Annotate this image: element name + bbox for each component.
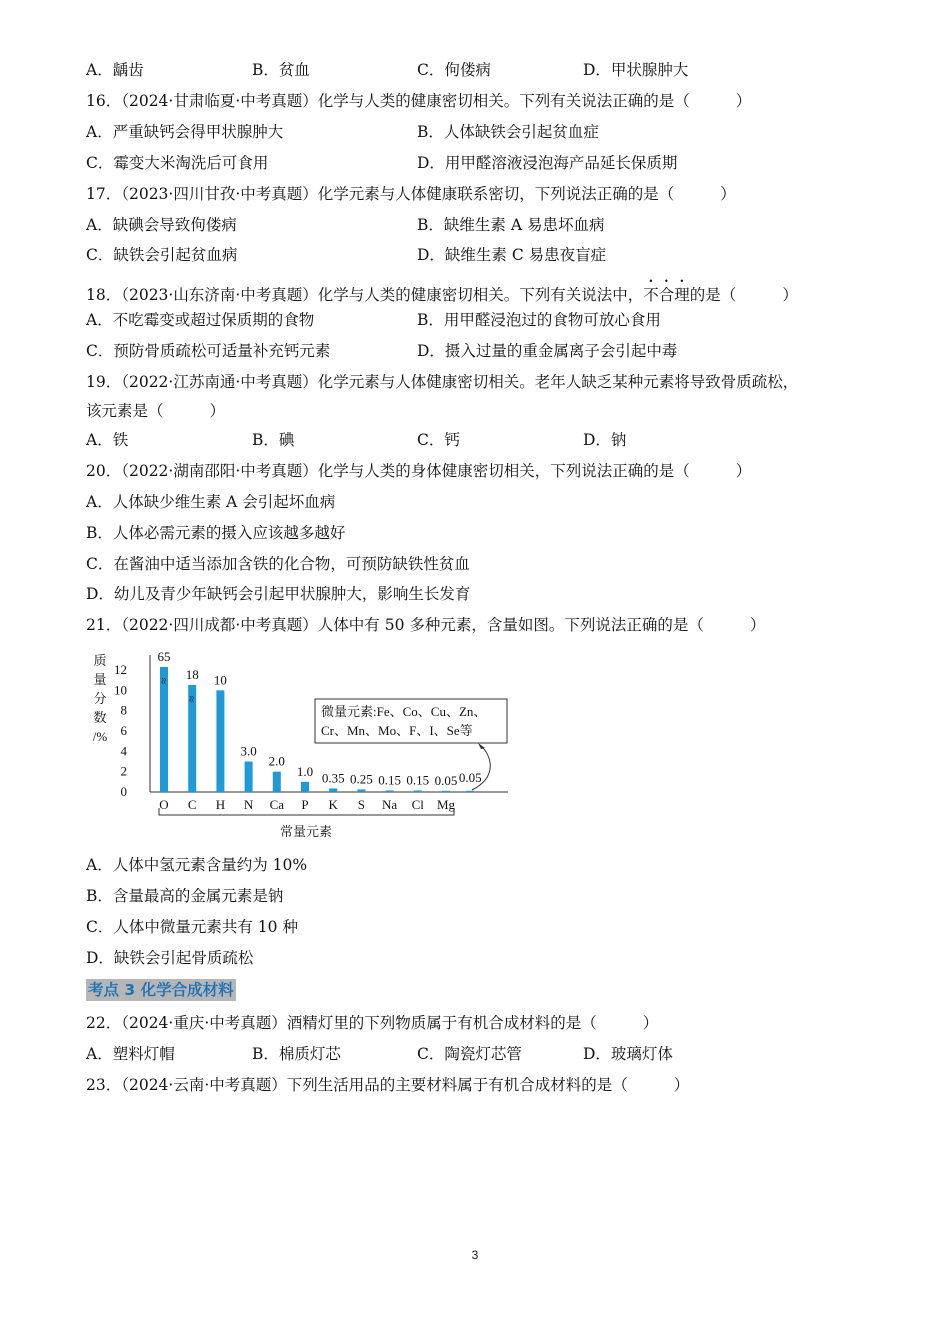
- bar-Ca: [273, 772, 281, 792]
- q23-stem-text: 23．（2024·云南·中考真题）下列生活用品的主要材料属于有机合成材料的是（: [86, 1076, 628, 1094]
- y-axis-ticks: [114, 662, 128, 799]
- y-label-char: 分: [93, 691, 107, 706]
- q23-stem: [86, 1075, 689, 1095]
- value-label-S: 0.25: [350, 771, 373, 787]
- bar-trace: [466, 791, 474, 792]
- q16-option-c: C．霉变大米淘洗后可食用: [86, 154, 269, 172]
- q19-stem-close: ）: [209, 402, 226, 420]
- element-content-chart: [86, 645, 526, 845]
- q20-stem: [86, 461, 751, 481]
- bar-Mg: [442, 791, 450, 792]
- y-label-char: 数: [93, 710, 107, 725]
- q19-option-a: A．铁: [86, 431, 129, 449]
- q16-option-d: D．用甲醛溶液浸泡海产品延长保质期: [417, 154, 678, 172]
- bar-S: [357, 789, 365, 792]
- q15-option-c: C．佝偻病: [417, 61, 491, 79]
- q18-stem-text: 18．（2023·山东济南·中考真题）化学与人类的健康密切相关。下列有关说法中，: [86, 286, 644, 304]
- q18-option-c: C．预防骨质疏松可适量补充钙元素: [86, 342, 331, 360]
- x-tick-O: O: [159, 797, 169, 812]
- q21-option-b: B．含量最高的金属元素是钠: [86, 887, 284, 905]
- q18-stem-tail: 的是（: [689, 286, 737, 304]
- value-label-P: 1.0: [296, 763, 314, 779]
- q19-stem-line2: [86, 401, 225, 421]
- x-tick-Ca: Ca: [269, 797, 285, 812]
- major-elements-label: 常量元素: [279, 824, 333, 839]
- x-tick-Mg: Mg: [436, 797, 456, 812]
- q22-option-c: C．陶瓷灯芯管: [417, 1045, 522, 1063]
- section-heading-3: 考点 3 化学合成材料: [88, 981, 234, 999]
- q22-stem-text: 22．（2024·重庆·中考真题）酒精灯里的下列物质属于有机合成材料的是（: [86, 1014, 597, 1032]
- q16-stem-text: 16．（2024·甘肃临夏·中考真题）化学与人类的健康密切相关。下列有关说法正确的是（: [86, 92, 690, 110]
- y-tick-label: 4: [120, 743, 127, 759]
- q20-option-d: D．幼儿及青少年缺钙会引起甲状腺肿大，影响生长发育: [86, 585, 471, 603]
- q19-option-b: B．碘: [252, 431, 295, 449]
- q16-stem-close: ）: [735, 92, 752, 110]
- bar-K: [329, 788, 337, 792]
- q21-stem: [86, 615, 765, 635]
- q21-stem-close: ）: [749, 616, 766, 634]
- q18-stem: [86, 277, 798, 305]
- y-tick-label: 6: [120, 723, 127, 738]
- q20-option-b: B．人体必需元素的摄入应该越多越好: [86, 524, 346, 542]
- q16-stem: [86, 91, 751, 111]
- q20-stem-text: 20．（2022·湖南邵阳·中考真题）化学与人类的身体健康密切相关，下列说法正确的是（: [86, 462, 690, 480]
- q18-option-a: A．不吃霉变或超过保质期的食物: [86, 311, 315, 329]
- axis-break-mark: ≈: [157, 677, 169, 685]
- q18-option-b: B．用甲醛浸泡过的食物可放心食用: [417, 311, 661, 329]
- x-axis-labels: [159, 797, 455, 812]
- bar-P: [301, 782, 309, 792]
- q21-option-d: D．缺铁会引起骨质疏松: [86, 949, 254, 967]
- q15-option-d: D．甲状腺肿大: [583, 61, 689, 79]
- q18-stem-close: ）: [782, 286, 798, 304]
- y-label-char: /%: [92, 729, 108, 744]
- bar-H: [216, 690, 224, 792]
- y-tick-label: 0: [120, 784, 127, 799]
- value-label-trace: 0.05: [458, 770, 482, 785]
- x-tick-N: N: [243, 797, 254, 812]
- q21-stem-text: 21．（2022·四川成都·中考真题）人体中有 50 多种元素，含量如图。下列说法正确的是（: [86, 616, 704, 634]
- q19-stem-text: 该元素是（: [86, 402, 164, 420]
- value-label-Mg: 0.05: [434, 772, 458, 788]
- value-label-H: 10: [213, 672, 227, 688]
- value-label-Cl: 0.15: [406, 772, 430, 788]
- value-label-Ca: 2.0: [268, 753, 285, 769]
- q22-option-b: B．棉质灯芯: [252, 1045, 341, 1063]
- q17-option-a: A．缺碘会导致佝偻病: [86, 216, 237, 234]
- q22-option-a: A．塑料灯帽: [86, 1045, 175, 1063]
- q16-option-b: B．人体缺铁会引起贫血症: [417, 123, 599, 141]
- q17-stem-text: 17．（2023·四川甘孜·中考真题）化学元素与人体健康联系密切，下列说法正确的是（: [86, 185, 675, 203]
- value-label-Na: 0.15: [378, 772, 401, 788]
- q20-option-a: A．人体缺少维生素 A 会引起坏血病: [86, 493, 336, 511]
- q20-option-c: C．在酱油中适当添加含铁的化合物，可预防缺铁性贫血: [86, 555, 470, 573]
- q22-stem-close: ）: [642, 1014, 659, 1032]
- q18-emphasis: 不合理: [643, 286, 690, 304]
- page-number: 3: [471, 1248, 479, 1262]
- q19-option-c: C．钙: [417, 431, 460, 449]
- y-label-char: 量: [93, 672, 107, 687]
- q19-option-d: D．钠: [583, 431, 627, 449]
- trace-arrowhead: [478, 743, 485, 749]
- value-label-K: 0.35: [321, 770, 345, 786]
- q17-option-c: C．缺铁会引起贫血病: [86, 246, 238, 264]
- q22-stem: [86, 1013, 658, 1033]
- q17-stem-close: ）: [720, 185, 736, 203]
- q19-stem-line1: 19．（2022·江苏南通·中考真题）化学元素与人体健康密切相关。老年人缺乏某种元素将导致骨质疏松，: [86, 373, 799, 391]
- q17-option-d: D．缺维生素 C 易患夜盲症: [417, 246, 607, 264]
- q21-option-c: C．人体中微量元素共有 10 种: [86, 918, 298, 936]
- x-tick-Cl: Cl: [411, 797, 424, 812]
- trace-box-line-1: 微量元素:Fe、Co、Cu、Zn、: [321, 704, 487, 719]
- q18-option-d: D．摄入过量的重金属离子会引起中毒: [417, 342, 678, 360]
- bar-Na: [386, 790, 394, 792]
- trace-box-line-2: Cr、Mn、Mo、F、I、Se等: [321, 723, 473, 738]
- x-tick-H: H: [215, 797, 226, 812]
- bar-O: [160, 667, 168, 792]
- q23-stem-close: ）: [673, 1076, 690, 1094]
- q17-stem: [86, 184, 736, 204]
- q17-option-b: B．缺维生素 A 易患坏血病: [417, 216, 605, 234]
- bar-Cl: [414, 790, 422, 792]
- x-tick-K: K: [328, 797, 338, 812]
- axis-break-mark: ≈: [185, 695, 198, 703]
- value-label-C: 18: [185, 667, 199, 682]
- y-label-char: 质: [93, 653, 107, 668]
- q16-option-a: A．严重缺钙会得甲状腺肿大: [86, 123, 284, 141]
- x-tick-Na: Na: [382, 797, 398, 812]
- x-tick-P: P: [301, 797, 309, 812]
- q22-option-d: D．玻璃灯体: [583, 1045, 673, 1063]
- y-tick-label: 8: [120, 702, 127, 718]
- y-tick-label: 12: [114, 662, 127, 677]
- y-tick-label: 2: [120, 763, 127, 779]
- value-label-N: 3.0: [240, 743, 257, 759]
- q21-option-a: A．人体中氢元素含量约为 10%: [86, 856, 308, 874]
- x-tick-C: C: [187, 797, 197, 812]
- y-tick-label: 10: [114, 682, 127, 698]
- bar-N: [245, 762, 253, 793]
- y-axis-label: [93, 653, 108, 744]
- x-tick-S: S: [357, 797, 366, 812]
- value-label-O: 65: [157, 649, 171, 664]
- q15-option-b: B．贫血: [252, 61, 310, 79]
- q15-option-a: A．龋齿: [86, 61, 144, 79]
- q20-stem-close: ）: [735, 462, 752, 480]
